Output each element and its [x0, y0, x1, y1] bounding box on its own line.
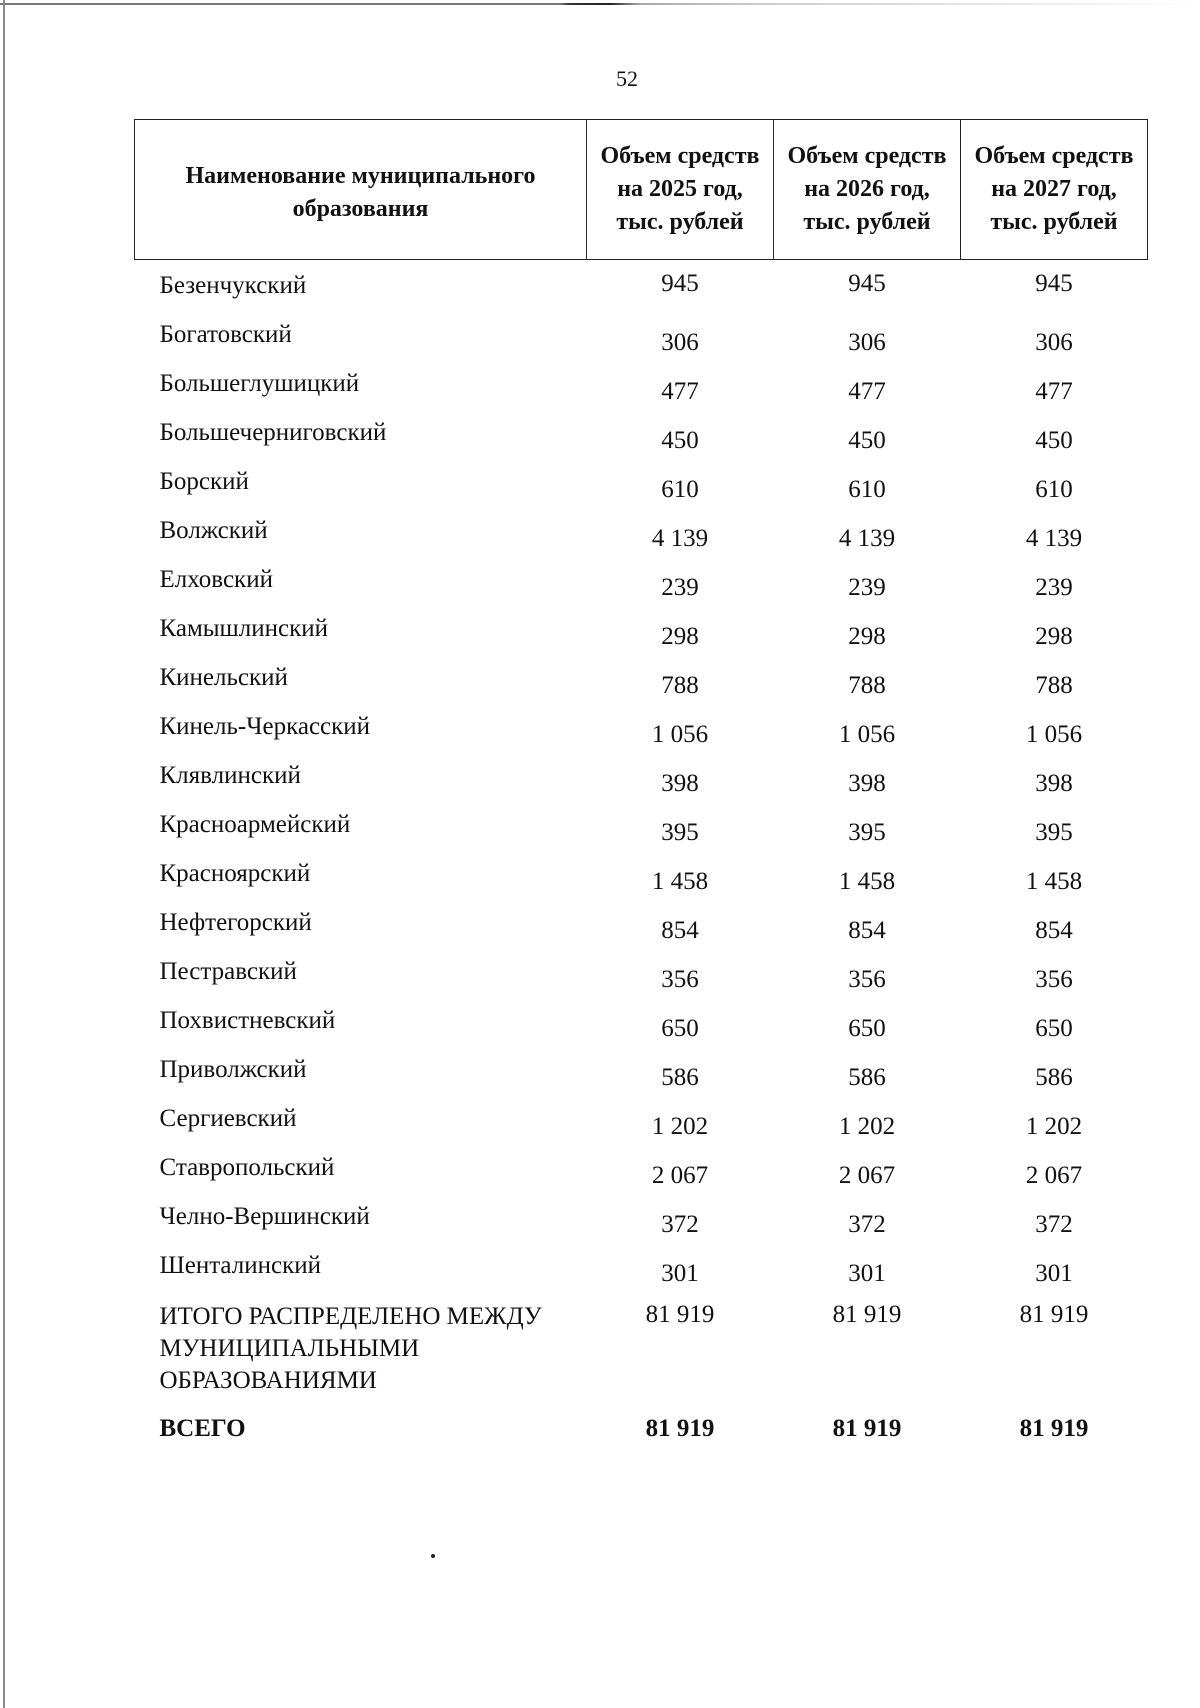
grand-total-row [135, 1403, 1148, 1453]
header-municipality-name: Наименование муниципального образования [135, 120, 587, 260]
municipality-name: Похвистневский [159, 1006, 336, 1034]
volume-2027: 4 139 [1025, 524, 1083, 552]
volume-2026: 2 067 [838, 1161, 896, 1189]
volume-2025: 450 [661, 426, 699, 454]
municipality-name: Нефтегорский [159, 908, 312, 936]
municipality-name: Пестравский [159, 957, 297, 985]
volume-2026: 610 [848, 475, 886, 503]
volume-2025: 372 [661, 1210, 699, 1238]
table-body [135, 260, 1148, 1453]
header-volume-2027: Объем средств на 2027 год, тыс. рублей [961, 120, 1148, 260]
volume-2025: 298 [661, 622, 699, 650]
table-row [135, 956, 1148, 1005]
volume-2025: 854 [661, 916, 699, 944]
grand-total-2026: 81 919 [832, 1414, 902, 1442]
municipality-name: Безенчукский [159, 272, 307, 299]
municipality-name: Красноармейский [159, 810, 351, 838]
volume-2027: 2 067 [1025, 1161, 1083, 1189]
municipality-name: Кинель-Черкасский [159, 712, 371, 740]
table-row [135, 1054, 1148, 1103]
volume-2026: 854 [848, 916, 886, 944]
table-row [135, 809, 1148, 858]
volume-2027: 301 [1035, 1259, 1073, 1287]
municipality-name: Камышлинский [159, 614, 329, 642]
volume-2026: 239 [848, 573, 886, 601]
volume-2027: 1 202 [1025, 1112, 1083, 1140]
header-volume-2026: Объем средств на 2026 год, тыс. рублей [774, 120, 961, 260]
volume-2027: 610 [1035, 475, 1073, 503]
volume-2025: 610 [661, 475, 699, 503]
volume-2027: 1 056 [1025, 720, 1083, 748]
volume-2027: 477 [1035, 377, 1073, 405]
volume-2025: 301 [661, 1259, 699, 1287]
volume-2025: 586 [661, 1063, 699, 1091]
volume-2025: 306 [661, 328, 699, 356]
volume-2025: 945 [661, 270, 699, 297]
volume-2025: 398 [661, 769, 699, 797]
volume-2026: 788 [848, 671, 886, 699]
municipality-name: Шенталинский [159, 1251, 321, 1279]
volume-2026: 945 [848, 270, 886, 297]
municipality-name: Кинельский [159, 663, 288, 691]
volume-2026: 1 458 [838, 867, 896, 895]
volume-2026: 306 [848, 328, 886, 356]
municipality-name: Приволжский [159, 1055, 307, 1083]
volume-2025: 4 139 [651, 524, 709, 552]
volume-2026: 356 [848, 965, 886, 993]
volume-2026: 1 056 [838, 720, 896, 748]
volume-2025: 1 056 [651, 720, 709, 748]
volume-2026: 398 [848, 769, 886, 797]
table-row [135, 760, 1148, 809]
table-row [135, 466, 1148, 515]
volume-2025: 788 [661, 671, 699, 699]
volume-2026: 477 [848, 377, 886, 405]
table-row [135, 260, 1148, 319]
table-row [135, 907, 1148, 956]
volume-2027: 450 [1035, 426, 1073, 454]
volume-2027: 372 [1035, 1210, 1073, 1238]
volume-2027: 356 [1035, 965, 1073, 993]
table-row [135, 515, 1148, 564]
distributed-total-2026: 81 919 [832, 1300, 902, 1328]
volume-2026: 372 [848, 1210, 886, 1238]
volume-2025: 239 [661, 573, 699, 601]
distributed-total-label: ИТОГО РАСПРЕДЕЛЕНО МЕЖДУ МУНИЦИПАЛЬНЫМИ ОБРАЗОВАНИЯМИ [159, 1302, 542, 1394]
volume-2025: 1 458 [651, 867, 709, 895]
table-row [135, 319, 1148, 368]
grand-total-2025: 81 919 [645, 1414, 715, 1442]
scan-speck [431, 1554, 435, 1558]
volume-2025: 395 [661, 818, 699, 846]
volume-2025: 477 [661, 377, 699, 405]
volume-2027: 788 [1035, 671, 1073, 699]
municipality-name: Челно-Вершинский [159, 1202, 370, 1230]
municipality-name: Большечерниговский [159, 418, 387, 446]
municipality-name: Борский [159, 467, 249, 495]
volume-2025: 1 202 [651, 1112, 709, 1140]
table-row [135, 662, 1148, 711]
volume-2027: 586 [1035, 1063, 1073, 1091]
table-row [135, 417, 1148, 466]
municipality-name: Клявлинский [159, 761, 301, 789]
table-row [135, 858, 1148, 907]
municipality-name: Сергиевский [159, 1104, 297, 1132]
table-row [135, 1152, 1148, 1201]
municipality-name: Красноярский [159, 859, 311, 887]
volume-2026: 298 [848, 622, 886, 650]
volume-2025: 2 067 [651, 1161, 709, 1189]
volume-2026: 650 [848, 1014, 886, 1042]
municipality-name: Ставропольский [159, 1153, 335, 1181]
header-volume-2025: Объем средств на 2025 год, тыс. рублей [587, 120, 774, 260]
table-row [135, 1250, 1148, 1299]
distributed-total-2027: 81 919 [1019, 1300, 1089, 1328]
volume-2027: 395 [1035, 818, 1073, 846]
grand-total-label: ВСЕГО [159, 1414, 246, 1442]
table-row [135, 564, 1148, 613]
table-row [135, 613, 1148, 662]
municipality-name: Большеглушицкий [159, 369, 360, 397]
scan-edge-top [0, 3, 1200, 5]
grand-total-2027: 81 919 [1019, 1414, 1089, 1442]
volume-2027: 398 [1035, 769, 1073, 797]
volume-2026: 450 [848, 426, 886, 454]
table-row [135, 1005, 1148, 1054]
scan-edge-left [3, 0, 5, 1708]
municipality-name: Богатовский [159, 320, 292, 348]
volume-2027: 945 [1035, 270, 1073, 297]
table-row [135, 711, 1148, 760]
volume-2025: 356 [661, 965, 699, 993]
table-row [135, 1201, 1148, 1250]
municipality-name: Елховский [159, 565, 273, 593]
volume-2026: 4 139 [838, 524, 896, 552]
volume-2027: 239 [1035, 573, 1073, 601]
table-row [135, 368, 1148, 417]
volume-2026: 301 [848, 1259, 886, 1287]
distributed-total-row [135, 1299, 1148, 1403]
municipality-name: Волжский [159, 516, 268, 544]
table-header [135, 120, 1148, 260]
volume-2027: 1 458 [1025, 867, 1083, 895]
volume-2027: 854 [1035, 916, 1073, 944]
volume-2026: 395 [848, 818, 886, 846]
volume-2025: 650 [661, 1014, 699, 1042]
volume-2027: 650 [1035, 1014, 1073, 1042]
page-number: 52 [616, 66, 638, 91]
volume-2027: 298 [1035, 622, 1073, 650]
allocation-table [134, 119, 1148, 1453]
distributed-total-2025: 81 919 [645, 1300, 715, 1328]
volume-2026: 1 202 [838, 1112, 896, 1140]
table-row [135, 1103, 1148, 1152]
volume-2026: 586 [848, 1063, 886, 1091]
volume-2027: 306 [1035, 328, 1073, 356]
